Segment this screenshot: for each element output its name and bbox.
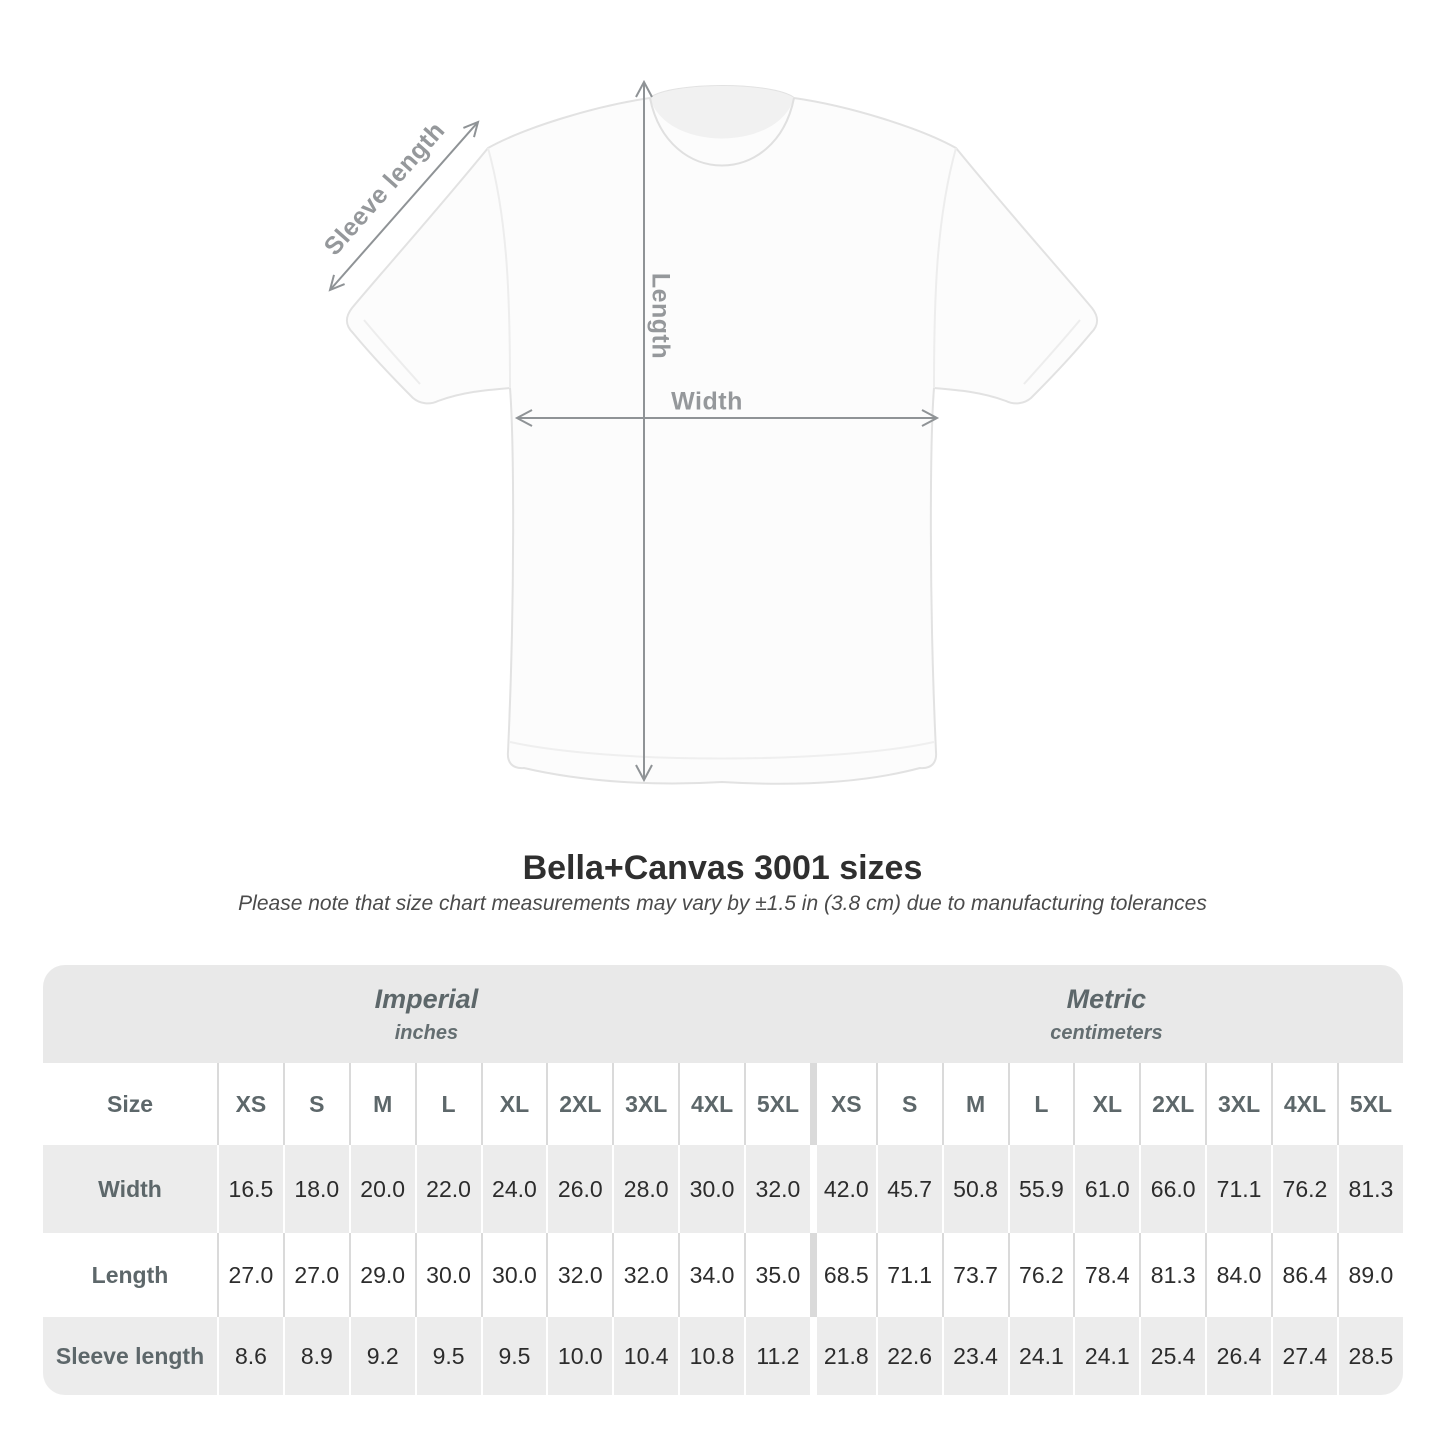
table-cell: 73.7 — [942, 1233, 1008, 1317]
col-header: 2XL — [546, 1063, 612, 1145]
table-cell: 68.5 — [810, 1233, 876, 1317]
table-cell: 45.7 — [876, 1145, 942, 1233]
table-cell: 86.4 — [1271, 1233, 1337, 1317]
imperial-label: Imperial — [374, 983, 479, 1014]
col-header: XL — [1073, 1063, 1139, 1145]
imperial-unit: inches — [394, 1021, 459, 1044]
table-cell: 32.0 — [744, 1145, 810, 1233]
width-label: Width — [671, 387, 743, 416]
table-cell: 26.0 — [546, 1145, 612, 1233]
table-cell: 81.3 — [1337, 1145, 1403, 1233]
page-title: Bella+Canvas 3001 sizes — [522, 849, 923, 887]
table-cell: 71.1 — [1205, 1145, 1271, 1233]
col-header: XL — [481, 1063, 547, 1145]
col-header: 4XL — [678, 1063, 744, 1145]
table-cell: 24.1 — [1008, 1317, 1074, 1395]
table-cell: 8.9 — [283, 1317, 349, 1395]
col-header: XS — [217, 1063, 283, 1145]
table-cell: 22.6 — [876, 1317, 942, 1395]
col-header: S — [876, 1063, 942, 1145]
col-header: L — [415, 1063, 481, 1145]
table-cell: 20.0 — [349, 1145, 415, 1233]
col-header: L — [1008, 1063, 1074, 1145]
table-cell: 29.0 — [349, 1233, 415, 1317]
table-cell: 32.0 — [612, 1233, 678, 1317]
table-cell: 24.0 — [481, 1145, 547, 1233]
table-cell: 9.5 — [481, 1317, 547, 1395]
sleeve-length-label: Sleeve length — [318, 116, 451, 261]
table-cell: 30.0 — [415, 1233, 481, 1317]
table-cell: 61.0 — [1073, 1145, 1139, 1233]
length-label: Length — [646, 272, 675, 360]
row-label: Sleeve length — [43, 1317, 217, 1395]
size-header: Size — [43, 1063, 217, 1145]
table-cell: 30.0 — [481, 1233, 547, 1317]
col-header: 4XL — [1271, 1063, 1337, 1145]
col-header: 3XL — [1205, 1063, 1271, 1145]
table-cell: 21.8 — [810, 1317, 876, 1395]
metric-unit: centimeters — [1050, 1021, 1163, 1044]
table-cell: 11.2 — [744, 1317, 810, 1395]
length-row — [43, 1233, 1403, 1317]
tshirt-body — [347, 86, 1097, 784]
table-cell: 89.0 — [1337, 1233, 1403, 1317]
table-cell: 10.8 — [678, 1317, 744, 1395]
table-cell: 84.0 — [1205, 1233, 1271, 1317]
table-cell: 27.0 — [217, 1233, 283, 1317]
tolerance-note: Please note that size chart measurements may vary by ±1.5 in (3.8 cm) due to manufacturing tolerances — [238, 892, 1207, 915]
table-cell: 30.0 — [678, 1145, 744, 1233]
col-header: S — [283, 1063, 349, 1145]
table-cell: 27.4 — [1271, 1317, 1337, 1395]
table-cell: 34.0 — [678, 1233, 744, 1317]
size-chart-table — [43, 965, 1403, 1395]
table-cell: 28.0 — [612, 1145, 678, 1233]
table-cell: 42.0 — [810, 1145, 876, 1233]
table-cell: 76.2 — [1008, 1233, 1074, 1317]
width-row — [43, 1145, 1403, 1233]
metric-group-header — [810, 965, 1403, 1063]
table-cell: 9.2 — [349, 1317, 415, 1395]
col-header: M — [942, 1063, 1008, 1145]
unit-group-row — [43, 965, 1403, 1063]
sleeve-length-row — [43, 1317, 1403, 1395]
row-label: Length — [43, 1233, 217, 1317]
row-label: Width — [43, 1145, 217, 1233]
col-header: XS — [810, 1063, 876, 1145]
col-header: 2XL — [1139, 1063, 1205, 1145]
table-cell: 32.0 — [546, 1233, 612, 1317]
col-header: 5XL — [744, 1063, 810, 1145]
table-cell: 10.4 — [612, 1317, 678, 1395]
table-cell: 9.5 — [415, 1317, 481, 1395]
table-cell: 27.0 — [283, 1233, 349, 1317]
table-cell: 78.4 — [1073, 1233, 1139, 1317]
col-header: 5XL — [1337, 1063, 1403, 1145]
table-cell: 35.0 — [744, 1233, 810, 1317]
size-header-row — [43, 1063, 1403, 1145]
table-cell: 26.4 — [1205, 1317, 1271, 1395]
table-cell: 81.3 — [1139, 1233, 1205, 1317]
table-cell: 28.5 — [1337, 1317, 1403, 1395]
imperial-group-header — [43, 965, 810, 1063]
table-cell: 50.8 — [942, 1145, 1008, 1233]
table-cell: 76.2 — [1271, 1145, 1337, 1233]
table-cell: 16.5 — [217, 1145, 283, 1233]
table-cell: 55.9 — [1008, 1145, 1074, 1233]
table-cell: 66.0 — [1139, 1145, 1205, 1233]
table-cell: 8.6 — [217, 1317, 283, 1395]
table-cell: 22.0 — [415, 1145, 481, 1233]
metric-label: Metric — [1066, 983, 1147, 1014]
table-cell: 25.4 — [1139, 1317, 1205, 1395]
table-cell: 23.4 — [942, 1317, 1008, 1395]
table-cell: 24.1 — [1073, 1317, 1139, 1395]
table-cell: 10.0 — [546, 1317, 612, 1395]
table-cell: 18.0 — [283, 1145, 349, 1233]
col-header: M — [349, 1063, 415, 1145]
col-header: 3XL — [612, 1063, 678, 1145]
table-cell: 71.1 — [876, 1233, 942, 1317]
